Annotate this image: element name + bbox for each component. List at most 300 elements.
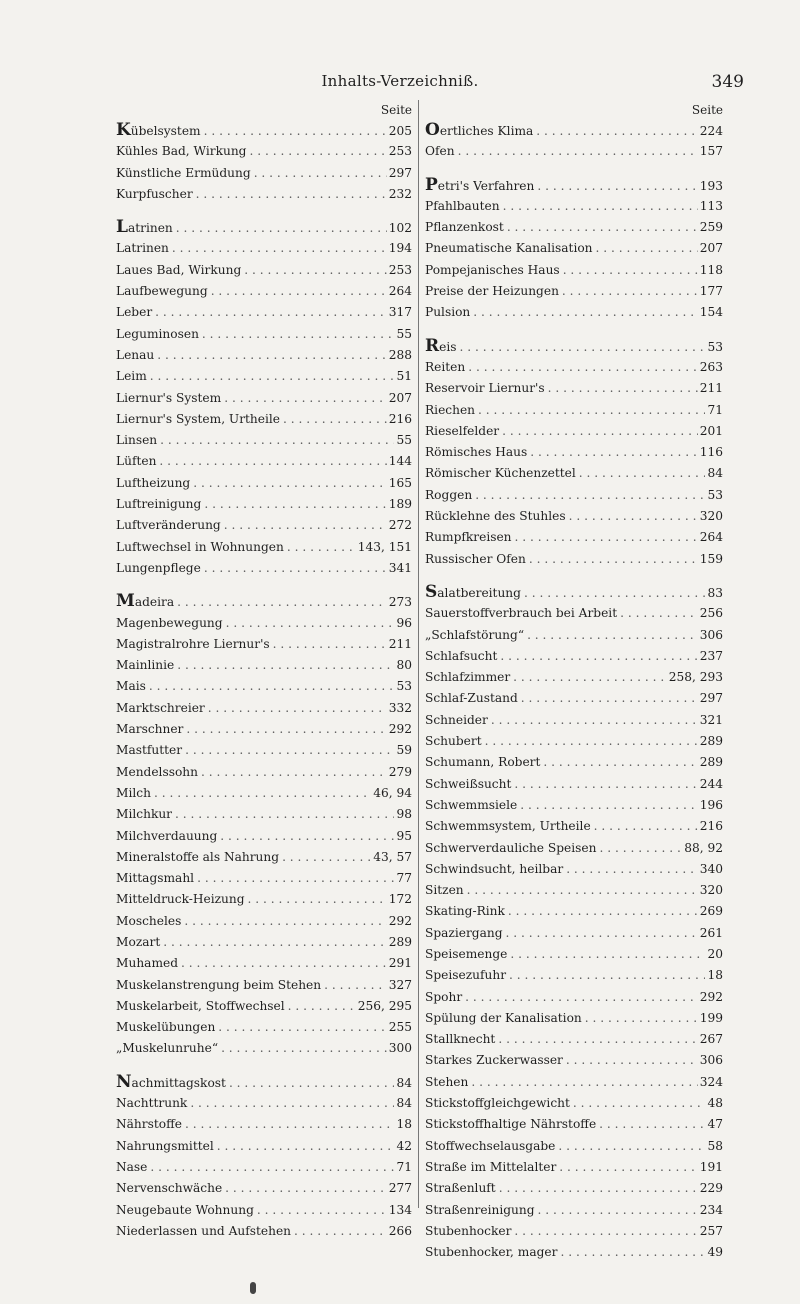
index-entry — [116, 719, 412, 740]
dot-leader — [566, 1050, 698, 1071]
index-page-ref: 20 — [707, 946, 723, 961]
index-entry — [425, 1136, 723, 1157]
index-term: Stoffwechselausgabe — [425, 1138, 556, 1153]
index-page-ref: 42 — [396, 1138, 412, 1153]
index-page-ref: 102 — [388, 221, 412, 236]
index-page-ref: 267 — [699, 1032, 723, 1047]
index-term: Reis — [425, 335, 457, 356]
index-page-ref: 95 — [396, 828, 412, 843]
index-term: Stallknecht — [425, 1032, 496, 1047]
index-page-ref: 71 — [707, 402, 723, 417]
dot-leader — [560, 1242, 705, 1263]
index-term: Muskelanstrengung beim Stehen — [116, 977, 322, 992]
index-term: Luftreinigung — [116, 497, 202, 512]
index-entry — [116, 932, 412, 953]
index-page-ref: 84 — [707, 466, 723, 481]
index-entry — [116, 537, 412, 558]
index-page-ref: 327 — [388, 977, 412, 992]
index-entry — [116, 260, 412, 281]
index-page-ref: 292 — [388, 722, 412, 737]
index-page-ref: 321 — [699, 712, 723, 727]
index-entry — [116, 217, 412, 238]
index-term: Lungenpflege — [116, 560, 201, 575]
index-term: Stubenhocker, mager — [425, 1245, 558, 1260]
index-entry — [116, 953, 412, 974]
dot-leader — [177, 655, 394, 676]
dot-leader — [594, 816, 698, 837]
dot-leader — [186, 719, 386, 740]
index-term: Pompejanisches Haus — [425, 262, 560, 277]
dot-leader — [475, 485, 705, 506]
index-page-ref: 244 — [699, 776, 723, 791]
index-term: Sauerstoffverbrauch bei Arbeit — [425, 606, 618, 621]
index-page-ref: 55 — [396, 326, 412, 341]
index-entry — [425, 859, 723, 880]
index-term: Nachmittagskost — [116, 1071, 226, 1092]
index-entry — [425, 506, 723, 527]
index-entry — [116, 302, 412, 323]
index-page-ref: 118 — [699, 262, 723, 277]
index-page-ref: 58 — [707, 1138, 723, 1153]
dot-leader — [521, 688, 698, 709]
index-term: Schubert — [425, 734, 482, 749]
dot-leader — [585, 1008, 698, 1029]
index-term: Laues Bad, Wirkung — [116, 262, 242, 277]
dot-leader — [157, 345, 386, 366]
dot-leader — [538, 1200, 698, 1221]
index-entry — [116, 868, 412, 889]
index-term: Reiten — [425, 359, 466, 374]
dot-leader — [500, 646, 697, 667]
index-entry — [116, 281, 412, 302]
index-page-ref: 144 — [388, 454, 412, 469]
dot-leader — [520, 795, 697, 816]
index-page-ref: 253 — [388, 262, 412, 277]
index-entry — [116, 804, 412, 825]
index-entry — [116, 494, 412, 515]
index-page-ref: 55 — [396, 433, 412, 448]
dot-leader — [514, 1221, 697, 1242]
index-term: Mittagsmahl — [116, 871, 195, 886]
dot-leader — [294, 1221, 387, 1242]
index-term: Salatbereitung — [425, 581, 521, 602]
index-page-ref: 205 — [388, 124, 412, 138]
index-term: Riechen — [425, 402, 476, 417]
dot-leader — [620, 603, 698, 624]
index-page-ref: 279 — [388, 764, 412, 779]
index-page-ref: 288 — [388, 347, 412, 362]
dot-leader — [460, 337, 706, 357]
index-page-ref: 172 — [388, 892, 412, 907]
index-page-ref: 59 — [396, 743, 412, 758]
index-entry — [425, 965, 723, 986]
index-page-ref: 263 — [699, 359, 723, 374]
dot-leader — [287, 537, 356, 558]
index-term: Schlafsucht — [425, 648, 498, 663]
dot-leader — [506, 923, 698, 944]
index-entry — [116, 515, 412, 536]
index-entry — [116, 238, 412, 259]
index-entry — [116, 388, 412, 409]
dot-leader — [221, 1038, 387, 1059]
dot-leader — [465, 987, 698, 1008]
dot-leader — [154, 783, 371, 804]
index-entry — [116, 1178, 412, 1199]
index-term: Luftwechsel in Wohnungen — [116, 539, 284, 554]
index-term: Muskelarbeit, Stoffwechsel — [116, 998, 285, 1013]
index-entry — [425, 646, 723, 667]
index-term: Lenau — [116, 347, 155, 362]
dot-leader — [185, 1114, 395, 1135]
index-entry — [425, 1157, 723, 1178]
index-term: Marktschreier — [116, 700, 205, 715]
index-page-ref: 157 — [699, 144, 723, 159]
index-entry — [425, 400, 723, 421]
dot-leader — [202, 324, 395, 345]
index-term: Laufbewegung — [116, 284, 208, 299]
index-entry — [425, 752, 723, 773]
index-page-ref: 297 — [699, 691, 723, 706]
index-entry — [425, 175, 723, 196]
index-page-ref: 253 — [388, 144, 412, 159]
index-page-ref: 289 — [699, 734, 723, 749]
index-term: Künstliche Ermüdung — [116, 165, 251, 180]
dot-leader — [282, 847, 371, 868]
index-entry — [116, 163, 412, 184]
index-term: Nahrungsmittel — [116, 1138, 214, 1153]
index-page-ref: 266 — [388, 1223, 412, 1238]
index-term: Schwemmsystem, Urtheile — [425, 819, 591, 834]
index-page-ref: 211 — [388, 636, 412, 651]
column-divider — [418, 100, 419, 1208]
index-entry — [116, 1200, 412, 1221]
index-term: Mastfutter — [116, 743, 183, 758]
index-entry — [116, 1114, 412, 1135]
index-page-ref: 224 — [699, 124, 723, 138]
index-term: Petri's Verfahren — [425, 174, 535, 195]
index-entry — [425, 1200, 723, 1221]
index-term: Schneider — [425, 712, 488, 727]
index-entry — [425, 141, 723, 162]
section-gap — [116, 1060, 412, 1072]
index-term: Liernur's System — [116, 390, 222, 405]
index-term: Ofen — [425, 144, 455, 159]
dot-leader — [193, 473, 387, 494]
dot-leader — [226, 613, 395, 634]
dot-leader — [508, 901, 698, 922]
index-term: Straßenluft — [425, 1181, 496, 1196]
dot-leader — [288, 996, 356, 1017]
index-term: Luftveränderung — [116, 518, 221, 533]
index-page-ref: 258, 293 — [668, 670, 723, 685]
index-page-ref: 48 — [707, 1096, 723, 1111]
index-entry — [425, 987, 723, 1008]
dot-leader — [562, 281, 698, 302]
dot-leader — [224, 515, 387, 536]
index-page-ref: 320 — [699, 883, 723, 898]
index-entry — [425, 688, 723, 709]
index-page-ref: 216 — [388, 411, 412, 426]
index-page-ref: 193 — [699, 178, 723, 193]
index-entry — [116, 911, 412, 932]
dot-leader — [579, 463, 706, 484]
index-page-ref: 83 — [707, 585, 723, 600]
index-term: Muhamed — [116, 956, 179, 971]
index-entry — [116, 975, 412, 996]
index-page-ref: 47 — [707, 1117, 723, 1132]
index-entry — [425, 485, 723, 506]
dot-leader — [204, 121, 387, 141]
dot-leader — [498, 1029, 697, 1050]
index-entry — [116, 1093, 412, 1114]
index-page-ref: 300 — [388, 1041, 412, 1056]
index-term: Mitteldruck-Heizung — [116, 892, 245, 907]
index-page-ref: 340 — [699, 861, 723, 876]
index-entry — [425, 1178, 723, 1199]
index-entry — [425, 795, 723, 816]
index-entry — [425, 603, 723, 624]
index-entry — [425, 549, 723, 570]
index-entry — [116, 120, 412, 141]
index-term: Schweißsucht — [425, 776, 512, 791]
dot-leader — [491, 710, 698, 731]
index-page-ref: 264 — [699, 530, 723, 545]
index-term: Leber — [116, 305, 153, 320]
index-page-ref: 211 — [699, 381, 723, 396]
index-page-ref: 194 — [388, 241, 412, 256]
index-term: Skating-Rink — [425, 904, 505, 919]
dot-leader — [249, 141, 386, 162]
index-page-ref: 201 — [699, 423, 723, 438]
index-entry — [425, 1072, 723, 1093]
index-page-ref: 46, 94 — [373, 785, 412, 800]
index-page-ref: 256 — [699, 606, 723, 621]
index-entry — [425, 217, 723, 238]
index-term: Mendelssohn — [116, 764, 198, 779]
index-page-ref: 273 — [388, 595, 412, 610]
index-term: Spohr — [425, 989, 463, 1004]
index-term: Leguminosen — [116, 326, 199, 341]
dot-leader — [201, 762, 387, 783]
index-page-ref: 259 — [699, 220, 723, 235]
index-entry — [425, 880, 723, 901]
dot-leader — [473, 302, 697, 323]
dot-leader — [185, 740, 394, 761]
index-term: Mainlinie — [116, 658, 175, 673]
index-term: Latrinen — [116, 217, 173, 238]
dot-leader — [172, 238, 387, 259]
index-term: Neugebaute Wohnung — [116, 1202, 254, 1217]
index-term: Madeira — [116, 591, 175, 612]
index-term: Stehen — [425, 1074, 469, 1089]
dot-leader — [218, 1017, 386, 1038]
index-page-ref: 264 — [388, 284, 412, 299]
index-page-ref: 96 — [396, 615, 412, 630]
index-page-ref: 292 — [699, 989, 723, 1004]
index-term: Stubenhocker — [425, 1223, 512, 1238]
index-page-ref: 289 — [699, 755, 723, 770]
index-entry — [425, 944, 723, 965]
index-term: Mais — [116, 679, 146, 694]
index-page-ref: 196 — [699, 797, 723, 812]
index-term: Römisches Haus — [425, 445, 528, 460]
index-page-ref: 255 — [388, 1020, 412, 1035]
dot-leader — [507, 217, 698, 238]
dot-leader — [211, 281, 387, 302]
dot-leader — [248, 889, 387, 910]
index-term: Milchverdauung — [116, 828, 218, 843]
index-term: Pneumatische Kanalisation — [425, 241, 593, 256]
index-entry — [116, 889, 412, 910]
index-entry — [425, 336, 723, 357]
index-term: Muskelübungen — [116, 1020, 216, 1035]
index-page-ref: 159 — [699, 551, 723, 566]
index-entry — [116, 558, 412, 579]
index-term: Magistralrohre Liernur's — [116, 636, 270, 651]
index-page-ref: 306 — [699, 1053, 723, 1068]
dot-leader — [458, 141, 698, 162]
index-entry — [116, 184, 412, 205]
index-term: „Schlafstörung“ — [425, 627, 525, 642]
index-term: Schwerverdauliche Speisen — [425, 840, 597, 855]
running-title: Inhalts-Verzeichniß. — [321, 72, 479, 90]
index-entry — [425, 357, 723, 378]
index-term: Pfahlbauten — [425, 198, 500, 213]
index-term: Römischer Küchenzettel — [425, 466, 576, 481]
dot-leader — [283, 409, 387, 430]
index-entry — [116, 1017, 412, 1038]
index-page-ref: 289 — [388, 934, 412, 949]
index-entry — [116, 1136, 412, 1157]
index-page-ref: 234 — [699, 1202, 723, 1217]
index-term: Magenbewegung — [116, 615, 223, 630]
index-page-ref: 232 — [388, 186, 412, 201]
dot-leader — [468, 357, 697, 378]
index-term: Starkes Zuckerwasser — [425, 1053, 563, 1068]
index-entry — [116, 324, 412, 345]
index-term: Straßenreinigung — [425, 1202, 535, 1217]
dot-leader — [569, 506, 698, 527]
index-entry — [116, 847, 412, 868]
index-term: Speisemenge — [425, 946, 508, 961]
dot-leader — [514, 774, 697, 795]
index-term: Preise der Heizungen — [425, 284, 559, 299]
index-term: Milch — [116, 785, 151, 800]
index-entry — [425, 463, 723, 484]
index-page-ref: 88, 92 — [684, 840, 723, 855]
index-term: Stickstoffgleichgewicht — [425, 1096, 570, 1111]
index-term: Pulsion — [425, 305, 471, 320]
index-entry — [425, 816, 723, 837]
index-page-ref: 317 — [388, 305, 412, 320]
index-entry — [116, 634, 412, 655]
dot-leader — [471, 1072, 697, 1093]
index-term: Nase — [116, 1159, 148, 1174]
dot-leader — [160, 430, 394, 451]
index-page-ref: 292 — [388, 913, 412, 928]
dot-leader — [229, 1073, 395, 1093]
index-entry — [425, 1093, 723, 1114]
index-term: Kurpfuscher — [116, 186, 193, 201]
dot-leader — [159, 451, 386, 472]
index-entry — [425, 281, 723, 302]
index-page-ref: 143, 151 — [357, 539, 412, 554]
section-gap — [425, 324, 723, 336]
index-page-ref: 229 — [699, 1181, 723, 1196]
index-page-ref: 272 — [388, 518, 412, 533]
index-entry — [425, 923, 723, 944]
dot-leader — [524, 583, 706, 603]
page-header — [0, 72, 800, 96]
index-page-ref: 165 — [388, 475, 412, 490]
index-entry — [116, 1038, 412, 1059]
index-entry — [116, 473, 412, 494]
dot-leader — [163, 932, 387, 953]
index-page-ref: 256, 295 — [357, 998, 412, 1013]
dot-leader — [503, 196, 698, 217]
dot-leader — [599, 838, 682, 859]
dot-leader — [324, 975, 387, 996]
dot-leader — [190, 1093, 394, 1114]
index-page-ref: 53 — [396, 679, 412, 694]
index-entry — [116, 591, 412, 612]
index-page-ref: 116 — [699, 445, 723, 460]
dot-leader — [530, 442, 697, 463]
ink-mark — [250, 1282, 256, 1294]
index-entry — [425, 582, 723, 603]
index-term: Lüften — [116, 454, 157, 469]
index-entry — [425, 378, 723, 399]
index-entry — [116, 826, 412, 847]
dot-leader — [184, 911, 386, 932]
index-entry — [116, 141, 412, 162]
index-entry — [425, 1242, 723, 1263]
dot-leader — [485, 731, 698, 752]
index-term: Mozart — [116, 934, 161, 949]
index-term: Schwindsucht, heilbar — [425, 861, 564, 876]
column-heading-seite: Seite — [380, 103, 412, 117]
index-page-ref: 191 — [699, 1159, 723, 1174]
index-page-ref: 297 — [388, 165, 412, 180]
index-page-ref: 332 — [388, 700, 412, 715]
index-page-ref: 51 — [396, 369, 412, 384]
dot-leader — [502, 421, 698, 442]
index-page-ref: 189 — [388, 497, 412, 512]
index-entry — [425, 302, 723, 323]
index-term: Straße im Mittelalter — [425, 1159, 557, 1174]
dot-leader — [513, 667, 667, 688]
dot-leader — [529, 549, 698, 570]
index-page-ref: 134 — [388, 1202, 412, 1217]
dot-leader — [150, 1157, 394, 1178]
index-term: Schlaf-Zustand — [425, 691, 518, 706]
index-column-right — [425, 100, 723, 1263]
dot-leader — [254, 163, 387, 184]
dot-leader — [537, 176, 697, 196]
index-entry — [116, 409, 412, 430]
index-term: Oertliches Klima — [425, 120, 534, 140]
index-entry — [116, 783, 412, 804]
index-page-ref: 320 — [699, 509, 723, 524]
dot-leader — [478, 400, 705, 421]
dot-leader — [224, 388, 387, 409]
index-page-ref: 84 — [396, 1096, 412, 1111]
index-entry — [425, 120, 723, 141]
index-page-ref: 18 — [396, 1117, 412, 1132]
dot-leader — [558, 1136, 705, 1157]
dot-leader — [510, 944, 705, 965]
dot-leader — [467, 880, 698, 901]
